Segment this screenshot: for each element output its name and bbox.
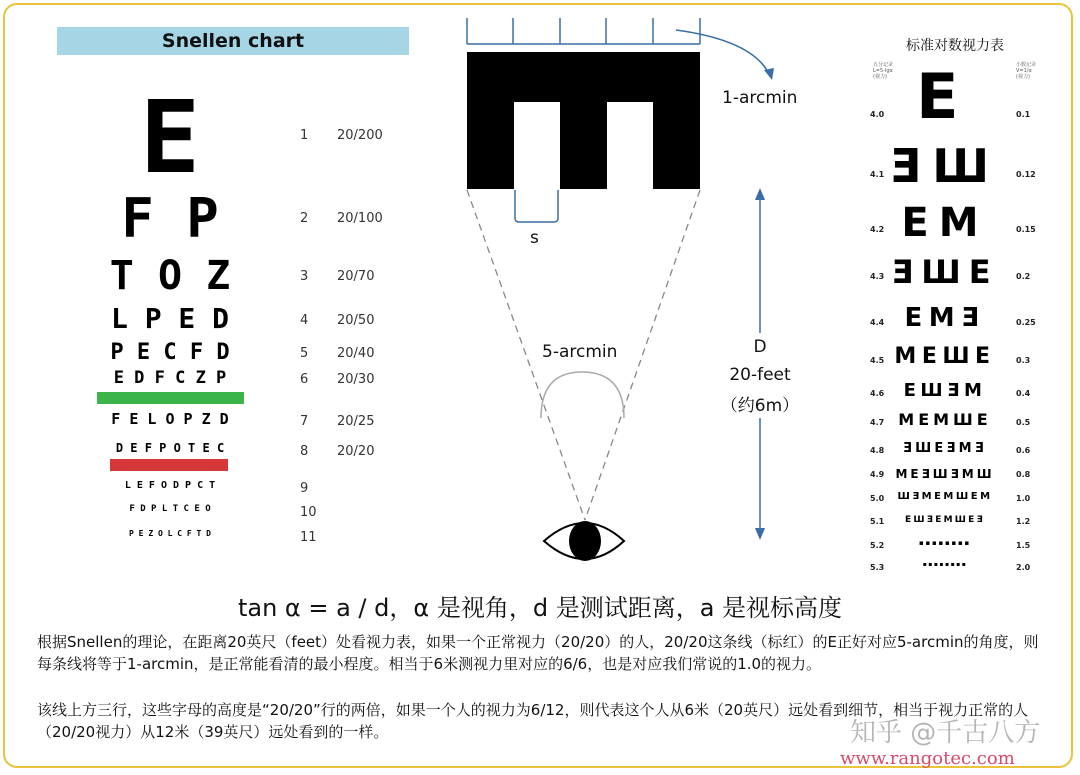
tumbling-row-6-decimal: 0.3 <box>1016 356 1031 365</box>
snellen-row-5-number: 5 <box>300 346 309 361</box>
arcmin-arrow-head <box>764 68 774 80</box>
tumbling-row-2-five-point: 4.1 <box>870 170 885 179</box>
snellen-row-2-acuity: 20/100 <box>337 211 383 226</box>
tumbling-row-10-optotypes: MEƎШƎMШ <box>895 467 995 481</box>
snellen-row-10-letters: F D P L T C E O <box>129 504 211 514</box>
tumbling-chart-title: 标准对数视力表 <box>906 38 1004 54</box>
angle-arc <box>541 372 624 418</box>
tumbling-row-5-decimal: 0.25 <box>1016 318 1036 327</box>
snellen-row-9-letters: L E F O D P C T <box>124 480 216 491</box>
tumbling-row-7-optotypes: EШƎM <box>903 380 987 401</box>
tumbling-row-14-five-point: 5.3 <box>870 563 885 572</box>
snellen-row-8-acuity: 20/20 <box>337 444 375 459</box>
big-e-optotype <box>467 52 700 189</box>
snellen-row-7-letters: F E L O P Z D <box>111 410 229 428</box>
tumbling-row-1-optotypes: E <box>916 60 974 133</box>
tumbling-row-8-decimal: 0.5 <box>1016 418 1031 427</box>
snellen-row-8-letters: D E F P O T E C <box>115 441 225 455</box>
site-url: www.rangotec.com <box>840 748 1015 769</box>
tumbling-row-7-decimal: 0.4 <box>1016 389 1031 398</box>
tumbling-row-11-optotypes: ШƎMEMШEM <box>897 491 993 502</box>
tumbling-row-3-five-point: 4.2 <box>870 225 885 234</box>
tumbling-row-9-optotypes: ƎШEƎMƎ <box>902 441 988 456</box>
tumbling-row-10-decimal: 0.8 <box>1016 470 1031 479</box>
arcmin1-label: 1-arcmin <box>722 88 798 108</box>
snellen-row-5-acuity: 20/40 <box>337 346 375 361</box>
tumbling-row-3-optotypes: EM <box>901 200 989 246</box>
tumbling-row-12-optotypes: EШƎEMШEƎ <box>905 515 985 525</box>
tumbling-row-5-five-point: 4.4 <box>870 318 885 327</box>
tumbling-row-12-five-point: 5.1 <box>870 517 885 526</box>
tumbling-row-9-decimal: 0.6 <box>1016 446 1031 455</box>
watermark: 知乎 @千古八方 <box>850 718 1041 748</box>
meter-label: （约6m） <box>720 396 800 416</box>
paragraph-2: 该线上方三行，这些字母的高度是“20/20”行的两倍，如果一个人的视力为6/12，则代表这个人从6米（20英尺）远处看到细节，相当于视力正常的人（20/20视力）从12米（39英尺）远处看到的一样。 <box>37 701 1029 741</box>
tumbling-row-7-five-point: 4.6 <box>870 389 885 398</box>
tumbling-row-1-five-point: 4.0 <box>870 110 885 119</box>
tumbling-row-6-optotypes: MEШE <box>894 344 996 369</box>
snellen-row-1-number: 1 <box>300 128 309 143</box>
snellen-row-3-letters: T O Z <box>109 253 231 299</box>
tumbling-row-2-decimal: 0.12 <box>1016 170 1036 179</box>
formula: tan α = a / d，α 是视角，d 是测试距离，a 是视标高度 <box>237 594 843 622</box>
snellen-row-11-number: 11 <box>300 530 317 545</box>
snellen-row-1-letters: E <box>139 79 201 196</box>
tumbling-row-1-decimal: 0.1 <box>1016 110 1031 119</box>
snellen-row-4-letters: L P E D <box>110 302 229 335</box>
tumbling-row-10-five-point: 4.9 <box>870 470 885 479</box>
tumbling-row-14-decimal: 2.0 <box>1016 563 1031 572</box>
feet-label: 20-feet <box>729 365 791 385</box>
header-right-note: 小数记录 V=1/α (视力) <box>1016 62 1037 80</box>
arcmin-grid <box>467 18 700 44</box>
tumbling-row-8-optotypes: MEMШE <box>898 410 992 429</box>
snellen-row-6-number: 6 <box>300 372 309 387</box>
paragraph-1: 根据Snellen的理论，在距离20英尺（feet）处看视力表，如果一个正常视力（20/20）的人，20/20这条线（标红）的E正好对应5-arcmin的角度，则每条线将等于1-arcmin，是正常能看清的最小程度。相当于6米测视力里对应的6/6，也是对应我们常说的1.0的视力。 <box>37 633 1039 673</box>
distance-arrow-top <box>755 188 765 200</box>
snellen-row-1-acuity: 20/200 <box>337 128 383 143</box>
snellen-title: Snellen chart <box>57 27 409 55</box>
snellen-row-2-number: 2 <box>300 211 309 226</box>
distance-arrow-bottom <box>755 528 765 540</box>
header-left-note: 五分记录 L=5-lgα (视力) <box>873 62 894 80</box>
snellen-row-4-acuity: 20/50 <box>337 313 375 328</box>
tumbling-row-14-optotypes: ▪▪▪▪▪▪▪▪ <box>922 561 968 568</box>
s-label: s <box>530 228 539 248</box>
snellen-row-8-number: 8 <box>300 444 309 459</box>
snellen-row-6-letters: E D F C Z P <box>113 368 227 388</box>
tumbling-row-8-five-point: 4.7 <box>870 418 885 427</box>
tumbling-row-12-decimal: 1.2 <box>1016 517 1031 526</box>
snellen-row-4-number: 4 <box>300 313 309 328</box>
tumbling-row-9-five-point: 4.8 <box>870 446 885 455</box>
tumbling-row-13-five-point: 5.2 <box>870 541 885 550</box>
eye-icon <box>544 521 624 561</box>
snellen-row-9-number: 9 <box>300 481 309 496</box>
tumbling-row-5-optotypes: EMƎ <box>904 303 986 333</box>
snellen-row-5-letters: P E C F D <box>110 340 230 365</box>
snellen-row-6-acuity: 20/30 <box>337 372 375 387</box>
snellen-row-10-number: 10 <box>300 505 317 520</box>
arcmin5-label: 5-arcmin <box>542 342 618 362</box>
tumbling-row-13-optotypes: ▪▪▪▪▪▪▪▪ <box>919 539 971 547</box>
s-bracket <box>515 190 558 222</box>
snellen-row-3-number: 3 <box>300 269 309 284</box>
snellen-row-11-letters: P E Z O L C F T D <box>129 529 211 538</box>
d-label: D <box>753 337 767 357</box>
snellen-row-7-number: 7 <box>300 414 309 429</box>
tumbling-row-6-five-point: 4.5 <box>870 356 885 365</box>
snellen-row-3-acuity: 20/70 <box>337 269 375 284</box>
tumbling-row-4-five-point: 4.3 <box>870 272 885 281</box>
tumbling-row-11-five-point: 5.0 <box>870 494 885 503</box>
snellen-row-2-letters: F P <box>121 187 219 250</box>
tumbling-row-13-decimal: 1.5 <box>1016 541 1031 550</box>
tumbling-row-11-decimal: 1.0 <box>1016 494 1031 503</box>
tumbling-row-4-optotypes: ƎШE <box>891 253 999 291</box>
tumbling-row-3-decimal: 0.15 <box>1016 225 1036 234</box>
tumbling-row-2-optotypes: ƎШ <box>889 139 1001 193</box>
snellen-row-7-acuity: 20/25 <box>337 414 375 429</box>
tumbling-row-4-decimal: 0.2 <box>1016 272 1031 281</box>
